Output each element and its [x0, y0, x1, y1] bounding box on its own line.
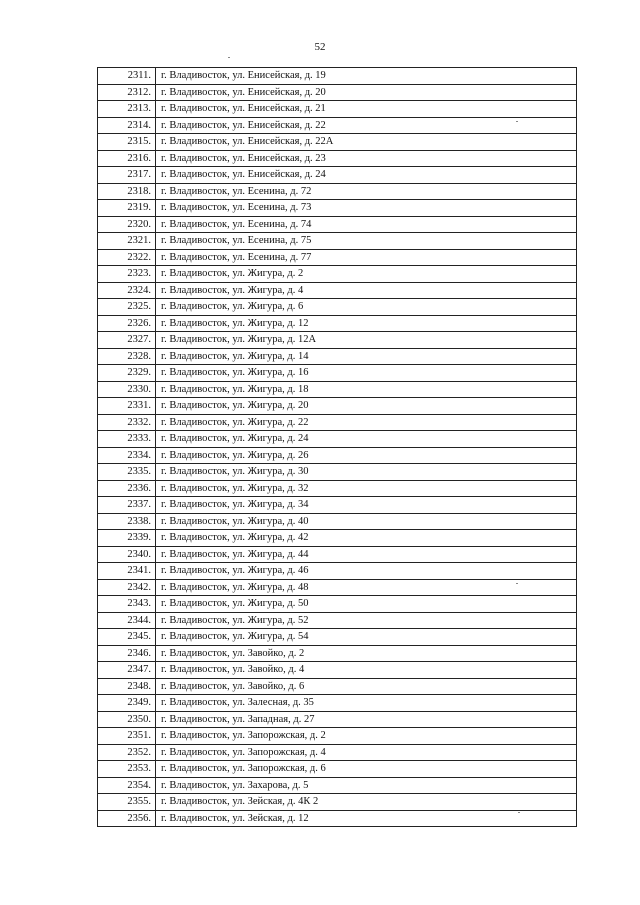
table-row: [98, 183, 577, 200]
row-address: г. Владивосток, ул. Жигура, д. 32: [156, 480, 577, 497]
table-row: [98, 266, 577, 283]
row-address: г. Владивосток, ул. Запорожская, д. 2: [156, 728, 577, 745]
row-number: 2322.: [98, 249, 156, 266]
row-number: 2334.: [98, 447, 156, 464]
row-address: г. Владивосток, ул. Завойко, д. 2: [156, 645, 577, 662]
row-address: г. Владивосток, ул. Запорожская, д. 6: [156, 761, 577, 778]
row-address: г. Владивосток, ул. Завойко, д. 6: [156, 678, 577, 695]
row-address: г. Владивосток, ул. Зейская, д. 4К 2: [156, 794, 577, 811]
row-number: 2330.: [98, 381, 156, 398]
table-row: [98, 662, 577, 679]
row-address: г. Владивосток, ул. Жигура, д. 16: [156, 365, 577, 382]
row-number: 2332.: [98, 414, 156, 431]
table-row: [98, 414, 577, 431]
row-number: 2352.: [98, 744, 156, 761]
row-number: 2325.: [98, 299, 156, 316]
table-row: [98, 645, 577, 662]
row-address: г. Владивосток, ул. Жигура, д. 26: [156, 447, 577, 464]
table-row: [98, 249, 577, 266]
row-address: г. Владивосток, ул. Жигура, д. 50: [156, 596, 577, 613]
page-number: 52: [314, 41, 326, 53]
table-row: [98, 299, 577, 316]
table-row: [98, 695, 577, 712]
row-address: г. Владивосток, ул. Жигура, д. 22: [156, 414, 577, 431]
table-row: [98, 810, 577, 827]
row-number: 2313.: [98, 101, 156, 118]
table-row: [98, 332, 577, 349]
row-address: г. Владивосток, ул. Жигура, д. 6: [156, 299, 577, 316]
row-number: 2335.: [98, 464, 156, 481]
table-row: [98, 101, 577, 118]
row-number: 2346.: [98, 645, 156, 662]
table-row: [98, 216, 577, 233]
row-address: г. Владивосток, ул. Енисейская, д. 20: [156, 84, 577, 101]
table-row: [98, 546, 577, 563]
table-row: [98, 480, 577, 497]
table-row: [98, 612, 577, 629]
row-number: 2356.: [98, 810, 156, 827]
scan-speck: [518, 812, 520, 813]
row-number: 2311.: [98, 68, 156, 85]
table-row: [98, 447, 577, 464]
row-address: г. Владивосток, ул. Жигура, д. 14: [156, 348, 577, 365]
row-number: 2339.: [98, 530, 156, 547]
table-row: [98, 711, 577, 728]
row-address: г. Владивосток, ул. Жигура, д. 4: [156, 282, 577, 299]
table-row: [98, 629, 577, 646]
table-row: [98, 381, 577, 398]
row-number: 2318.: [98, 183, 156, 200]
row-address: г. Владивосток, ул. Жигура, д. 18: [156, 381, 577, 398]
row-number: 2353.: [98, 761, 156, 778]
row-number: 2337.: [98, 497, 156, 514]
table-row: [98, 117, 577, 134]
row-address: г. Владивосток, ул. Запорожская, д. 4: [156, 744, 577, 761]
table-row: [98, 777, 577, 794]
table-row: [98, 348, 577, 365]
row-number: 2351.: [98, 728, 156, 745]
table-row: [98, 150, 577, 167]
row-address: г. Владивосток, ул. Зейская, д. 12: [156, 810, 577, 827]
table-row: [98, 365, 577, 382]
table-row: [98, 563, 577, 580]
scan-speck: [228, 57, 230, 58]
row-address: г. Владивосток, ул. Жигура, д. 44: [156, 546, 577, 563]
scan-speck: [516, 121, 518, 122]
row-number: 2319.: [98, 200, 156, 217]
row-number: 2348.: [98, 678, 156, 695]
table-row: [98, 398, 577, 415]
row-number: 2338.: [98, 513, 156, 530]
row-address: г. Владивосток, ул. Енисейская, д. 22А: [156, 134, 577, 151]
row-address: г. Владивосток, ул. Жигура, д. 24: [156, 431, 577, 448]
row-number: 2349.: [98, 695, 156, 712]
table-row: [98, 728, 577, 745]
table-row: [98, 431, 577, 448]
row-number: 2317.: [98, 167, 156, 184]
row-number: 2350.: [98, 711, 156, 728]
row-address: г. Владивосток, ул. Жигура, д. 30: [156, 464, 577, 481]
row-address: г. Владивосток, ул. Жигура, д. 2: [156, 266, 577, 283]
table-row: [98, 167, 577, 184]
row-number: 2355.: [98, 794, 156, 811]
row-number: 2326.: [98, 315, 156, 332]
row-number: 2341.: [98, 563, 156, 580]
row-address: г. Владивосток, ул. Енисейская, д. 22: [156, 117, 577, 134]
table-row: [98, 678, 577, 695]
row-number: 2347.: [98, 662, 156, 679]
table-body: [98, 68, 577, 827]
row-number: 2344.: [98, 612, 156, 629]
table-row: [98, 744, 577, 761]
table-row: [98, 464, 577, 481]
table-row: [98, 134, 577, 151]
row-number: 2327.: [98, 332, 156, 349]
table-row: [98, 84, 577, 101]
row-number: 2342.: [98, 579, 156, 596]
row-address: г. Владивосток, ул. Енисейская, д. 24: [156, 167, 577, 184]
row-address: г. Владивосток, ул. Енисейская, д. 23: [156, 150, 577, 167]
row-number: 2345.: [98, 629, 156, 646]
row-number: 2320.: [98, 216, 156, 233]
row-address: г. Владивосток, ул. Жигура, д. 40: [156, 513, 577, 530]
table-row: [98, 233, 577, 250]
row-address: г. Владивосток, ул. Жигура, д. 42: [156, 530, 577, 547]
row-address: г. Владивосток, ул. Жигура, д. 52: [156, 612, 577, 629]
row-address: г. Владивосток, ул. Жигура, д. 12А: [156, 332, 577, 349]
row-address: г. Владивосток, ул. Жигура, д. 34: [156, 497, 577, 514]
row-address: г. Владивосток, ул. Завойко, д. 4: [156, 662, 577, 679]
table-row: [98, 794, 577, 811]
row-address: г. Владивосток, ул. Залесная, д. 35: [156, 695, 577, 712]
row-address: г. Владивосток, ул. Жигура, д. 46: [156, 563, 577, 580]
row-address: г. Владивосток, ул. Есенина, д. 72: [156, 183, 577, 200]
table-row: [98, 530, 577, 547]
row-number: 2315.: [98, 134, 156, 151]
row-number: 2354.: [98, 777, 156, 794]
row-address: г. Владивосток, ул. Жигура, д. 12: [156, 315, 577, 332]
row-number: 2321.: [98, 233, 156, 250]
table-row: [98, 315, 577, 332]
row-number: 2328.: [98, 348, 156, 365]
row-number: 2324.: [98, 282, 156, 299]
table-row: [98, 200, 577, 217]
row-address: г. Владивосток, ул. Жигура, д. 48: [156, 579, 577, 596]
row-address: г. Владивосток, ул. Западная, д. 27: [156, 711, 577, 728]
row-number: 2343.: [98, 596, 156, 613]
table-row: [98, 513, 577, 530]
table-row: [98, 596, 577, 613]
row-number: 2340.: [98, 546, 156, 563]
row-address: г. Владивосток, ул. Енисейская, д. 19: [156, 68, 577, 85]
table-row: [98, 761, 577, 778]
row-address: г. Владивосток, ул. Есенина, д. 74: [156, 216, 577, 233]
row-number: 2336.: [98, 480, 156, 497]
row-address: г. Владивосток, ул. Захарова, д. 5: [156, 777, 577, 794]
row-number: 2323.: [98, 266, 156, 283]
table-row: [98, 497, 577, 514]
row-number: 2333.: [98, 431, 156, 448]
row-number: 2316.: [98, 150, 156, 167]
row-address: г. Владивосток, ул. Есенина, д. 77: [156, 249, 577, 266]
table-row: [98, 282, 577, 299]
table-row: [98, 579, 577, 596]
row-number: 2314.: [98, 117, 156, 134]
row-address: г. Владивосток, ул. Есенина, д. 75: [156, 233, 577, 250]
row-number: 2312.: [98, 84, 156, 101]
row-number: 2331.: [98, 398, 156, 415]
row-address: г. Владивосток, ул. Енисейская, д. 21: [156, 101, 577, 118]
scan-speck: [516, 583, 518, 584]
row-address: г. Владивосток, ул. Жигура, д. 20: [156, 398, 577, 415]
table-row: [98, 68, 577, 85]
row-address: г. Владивосток, ул. Жигура, д. 54: [156, 629, 577, 646]
row-address: г. Владивосток, ул. Есенина, д. 73: [156, 200, 577, 217]
row-number: 2329.: [98, 365, 156, 382]
address-table: [97, 67, 577, 827]
